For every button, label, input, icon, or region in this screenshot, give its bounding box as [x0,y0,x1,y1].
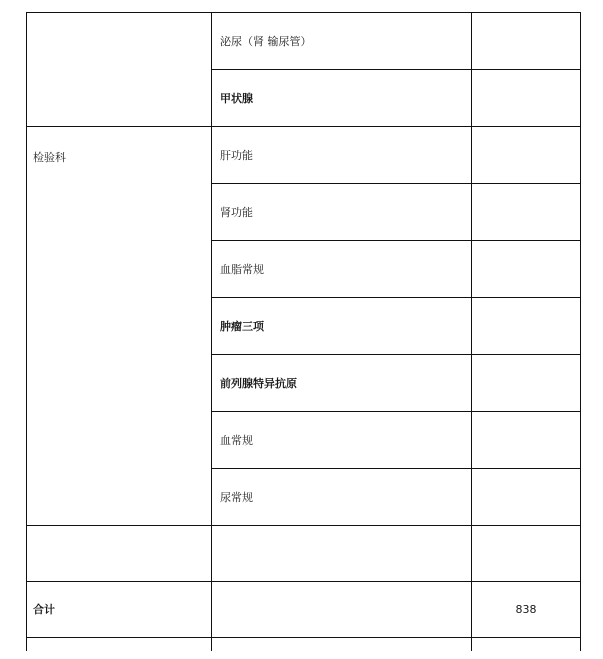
price-cell [472,184,581,241]
item-cell [212,13,472,70]
department-cell [27,127,212,526]
total-label-cell [27,582,212,638]
empty-cell [27,13,212,127]
price-cell [472,298,581,355]
item-label: 肝功能 [220,148,253,162]
total-value-cell [472,582,581,638]
empty-cell [472,526,581,582]
empty-cell [212,526,472,582]
item-label: 甲状腺 [220,91,253,105]
empty-cell [212,582,472,638]
empty-cell [212,638,472,652]
item-cell [212,70,472,127]
item-label: 肾功能 [220,205,253,219]
item-label: 泌尿（肾 输尿管） [220,34,312,48]
price-cell [472,70,581,127]
item-label: 前列腺特异抗原 [220,376,297,390]
table-row [27,13,581,70]
item-cell [212,298,472,355]
item-cell [212,241,472,298]
item-cell [212,184,472,241]
price-cell [472,469,581,526]
total-value: 838 [515,603,537,616]
table-row [27,127,581,184]
price-cell [472,355,581,412]
item-label: 血常规 [220,433,253,447]
table-row [27,526,581,582]
total-label: 合计 [33,603,55,616]
empty-cell [472,638,581,652]
item-cell [212,355,472,412]
item-cell [212,412,472,469]
price-cell [472,241,581,298]
empty-cell [27,526,212,582]
price-cell [472,13,581,70]
item-cell [212,469,472,526]
table-row-partial [27,638,581,652]
empty-cell [27,638,212,652]
item-cell [212,127,472,184]
item-label: 尿常规 [220,490,253,504]
department-label: 检验科 [33,151,66,164]
exam-items-table [26,12,581,651]
price-cell [472,412,581,469]
item-label: 肿瘤三项 [220,319,264,333]
price-cell [472,127,581,184]
item-label: 血脂常规 [220,262,264,276]
total-row [27,582,581,638]
